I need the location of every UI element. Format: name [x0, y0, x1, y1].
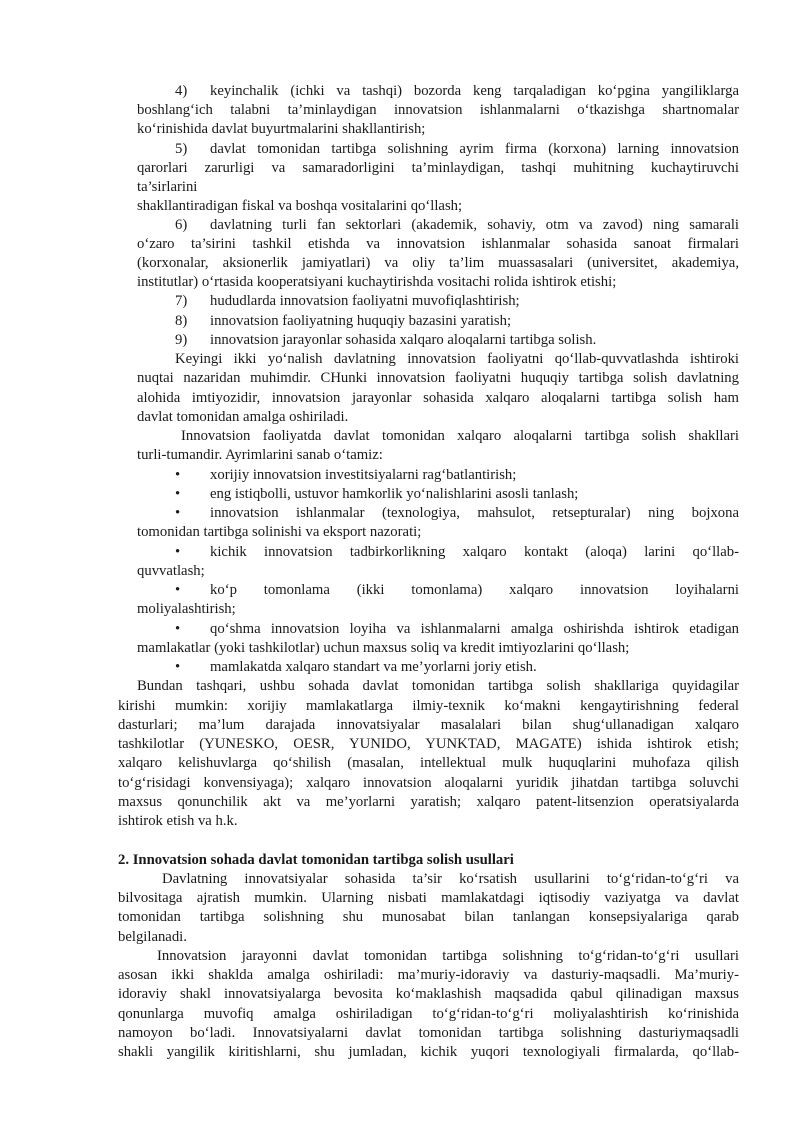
bullet-marker: •: [175, 486, 181, 502]
paragraph-line: alohida imtiyozidir, innovatsion jarayonlar sohasida xalqaro aloqalarni tartibga solish ham: [137, 390, 739, 406]
item-text-line: davlat tomonidan tartibga solishning ayrim firma (korxona) larning innovatsion: [210, 141, 739, 157]
paragraph-line: shakli yangilik kiritishlarni, shu jumladan, kichik yuqori texnologiyali firmalarda, qo‘llab-: [118, 1044, 739, 1060]
bullet-text-line: ko‘p tomonlama (ikki tomonlama) xalqaro innovatsion loyihalarni: [210, 582, 739, 598]
bullet-marker: •: [175, 582, 181, 598]
bullet-marker: •: [175, 505, 181, 521]
item-text-line: hududlarda innovatsion faoliyatni muvofiqlashtirish;: [210, 293, 520, 309]
paragraph-line: xalqaro kelishuvlarga qo‘shilish (masalan, intellektual mulk huquqlarini muhofaza qilish: [118, 755, 739, 771]
bullet-text-line: mamlakatlar (yoki tashkilotlar) uchun maxsus soliq va kredit imtiyozlarini qo‘llash;: [137, 640, 630, 656]
paragraph-line: tashkilotlar (YUNESKO, OESR, YUNIDO, YUNKTAD, MAGATE) ishida ishtirok etish;: [118, 736, 739, 752]
bullet-marker: •: [175, 467, 181, 483]
paragraph-line: qonunlarga muvofiq amalga oshiriladigan to‘g‘ridan-to‘g‘ri moliyalashtirish ko‘rinishida: [118, 1006, 739, 1022]
item-text-line: ko‘rinishida davlat buyurtmalarini shakllantirish;: [137, 121, 426, 137]
item-text-line: institutlar) o‘rtasida kooperatsiyani kuchaytirishda vositachi rolida ishtirok etishi;: [137, 274, 617, 290]
item-text-line: davlatning turli fan sektorlari (akademik, sohaviy, otm va zavod) ning samarali: [210, 217, 739, 233]
paragraph-line: to‘g‘risidagi konvensiyaga); xalqaro innovatsion aloqalarni yuridik jihatdan tartibga soluvchi: [118, 775, 739, 791]
item-number: 7): [175, 293, 188, 309]
paragraph-line: Innovatsion faoliyatda davlat tomonidan xalqaro aloqalarni tartibga solish shakllari: [181, 428, 739, 444]
item-text-line: ta’sirlarini: [137, 179, 198, 195]
bullet-marker: •: [175, 544, 181, 560]
bullet-marker: •: [175, 659, 181, 675]
item-text-line: shakllantiradigan fiskal va boshqa vositalarini qo‘llash;: [137, 198, 463, 214]
item-number: 6): [175, 217, 188, 233]
paragraph-line: tomonidan tartibga solishning shu munosabat bilan tanlangan konsepsiyalariga qarab: [118, 909, 739, 925]
paragraph-line: maxsus qonunchilik akt va me’yorlarni yaratish; xalqaro patent-litsenzion operatsiyalarda: [118, 794, 739, 810]
item-number: 4): [175, 83, 188, 99]
paragraph-line: dasturlari; ma’lum darajada innovatsiyalar masalalari bilan shug‘ullanadigan xalqaro: [118, 717, 739, 733]
bullet-text-line: qo‘shma innovatsion loyiha va ishlanmalarni amalga oshirishda ishtirok etadigan: [210, 621, 739, 637]
paragraph-line: turli-tumandir. Ayrimlarini sanab o‘tamiz:: [137, 447, 383, 463]
paragraph-line: nuqtai nazaridan muhimdir. CHunki innovatsion faoliyatni huquqiy tartibga solish davlatning: [137, 370, 739, 386]
paragraph-line: Bundan tashqari, ushbu sohada davlat tomonidan tartibga solish shakllariga quyidagilar: [137, 678, 739, 694]
paragraph-line: belgilanadi.: [118, 929, 187, 945]
paragraph-line: bilvositaga ajratish mumkin. Ularning nisbati mamlakatdagi iqtisodiy vaziyatga va davlat: [118, 890, 739, 906]
bullet-text-line: quvvatlash;: [137, 563, 205, 579]
paragraph-line: Innovatsion jarayonni davlat tomonidan tartibga solishning to‘g‘ridan-to‘g‘ri usullari: [157, 948, 739, 964]
paragraph-line: davlat tomonidan amalga oshiriladi.: [137, 409, 349, 425]
paragraph-line: ishtirok etish va h.k.: [118, 813, 238, 829]
bullet-text-line: eng istiqbolli, ustuvor hamkorlik yo‘nalishlarini asosli tanlash;: [210, 486, 579, 502]
paragraph-line: namoyon bo‘ladi. Innovatsiyalarni davlat tomonidan tartibga solishning dasturiymaqsadli: [118, 1025, 739, 1041]
paragraph-line: asosan ikki shaklda amalga oshiriladi: ma’muriy-idoraviy va dasturiy-maqsadli. Ma’muriy-: [118, 967, 739, 983]
item-text-line: (korxonalar, aksionerlik jamiyatlari) va oliy ta’lim muassasalari (universitet, akademiya,: [137, 255, 739, 271]
section-heading: 2. Innovatsion sohada davlat tomonidan tartibga solish usullari: [118, 852, 514, 868]
bullet-text-line: xorijiy innovatsion investitsiyalarni rag‘batlantirish;: [210, 467, 517, 483]
paragraph-line: idoraviy shakl innovatsiyalarga bevosita ko‘maklashish maqsadida qabul qilinadigan maxsus: [118, 986, 739, 1002]
bullet-text-line: tomonidan tartibga solinishi va eksport nazorati;: [137, 524, 422, 540]
item-number: 5): [175, 141, 188, 157]
item-number: 8): [175, 313, 188, 329]
bullet-text-line: kichik innovatsion tadbirkorlikning xalqaro kontakt (aloqa) larini qo‘llab-: [210, 544, 739, 560]
item-text-line: qarorlari zarurligi va samaradorligini ta’minlaydigan, tashqi muhitning kuchaytiruvchi: [137, 160, 739, 176]
bullet-text-line: moliyalashtirish;: [137, 601, 236, 617]
paragraph-line: kirishi mumkin: xorijiy mamlakatlarga ilmiy-texnik ko‘makni kengaytirishning federal: [118, 698, 739, 714]
bullet-text-line: innovatsion ishlanmalar (texnologiya, mahsulot, retsepturalar) ning bojxona: [210, 505, 739, 521]
item-text-line: keyinchalik (ichki va tashqi) bozorda keng tarqaladigan ko‘pgina yangiliklarga: [210, 83, 739, 99]
item-text-line: boshlang‘ich talabni ta’minlaydigan innovatsion ishlanmalarni o‘tkazishga shartnomalar: [137, 102, 739, 118]
paragraph-line: Davlatning innovatsiyalar sohasida ta’sir ko‘rsatish usullarini to‘g‘ridan-to‘g‘ri va: [162, 871, 739, 887]
item-number: 9): [175, 332, 188, 348]
bullet-marker: •: [175, 621, 181, 637]
item-text-line: innovatsion jarayonlar sohasida xalqaro aloqalarni tartibga solish.: [210, 332, 597, 348]
paragraph-line: Keyingi ikki yo‘nalish davlatning innovatsion faoliyatni qo‘llab-quvvatlashda ishtiroki: [175, 351, 739, 367]
item-text-line: o‘zaro ta’sirini tashkil etishda va innovatsion ishlanmalar sohasida sanoat firmalari: [137, 236, 739, 252]
bullet-text-line: mamlakatda xalqaro standart va me’yorlarni joriy etish.: [210, 659, 537, 675]
item-text-line: innovatsion faoliyatning huquqiy bazasini yaratish;: [210, 313, 512, 329]
